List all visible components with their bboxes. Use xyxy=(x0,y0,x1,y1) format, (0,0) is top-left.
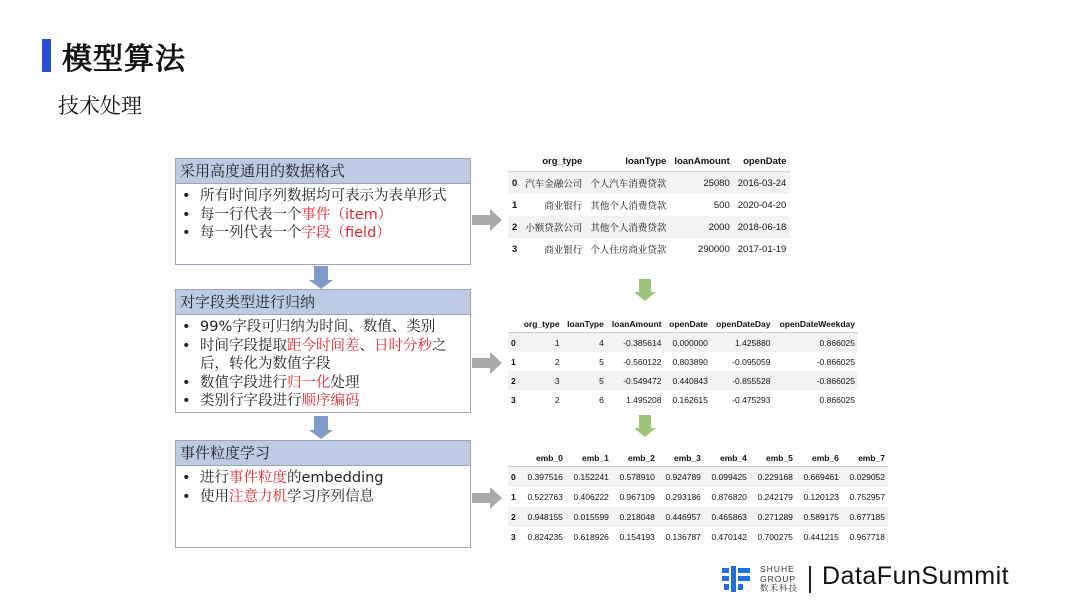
table-cell: 6 xyxy=(599,394,604,405)
table-row xyxy=(508,194,790,216)
step-heading: 事件粒度学习 xyxy=(176,441,470,466)
table-cell: 0.218048 xyxy=(612,507,658,527)
table-cell: 0.406222 xyxy=(573,492,609,502)
table-row xyxy=(508,390,858,409)
highlight-text: 字段（field） xyxy=(301,225,391,241)
table-cell: 汽车金融公司 xyxy=(521,172,586,195)
shuhe-logo-text: SHUHE GROUP 数禾科技 xyxy=(760,564,799,593)
bullet-text: 时间字段提取 xyxy=(200,337,287,354)
table-cell: 0.440843 xyxy=(665,371,711,390)
highlight-text: 日时分秒 xyxy=(374,337,432,354)
table-cell: 2020-04-20 xyxy=(737,199,787,211)
down-arrow-icon xyxy=(314,266,328,280)
row-index: 1 xyxy=(511,492,516,502)
table-row xyxy=(508,216,790,238)
table-cell: 商业银行 xyxy=(544,245,583,256)
row-index: 2 xyxy=(508,507,520,527)
step-heading: 对字段类型进行归纳 xyxy=(176,290,470,315)
table-cell: 小额贷款公司 xyxy=(521,216,586,238)
table-row xyxy=(508,172,790,195)
row-index: 0 xyxy=(508,172,521,195)
step-box-field-types xyxy=(175,289,471,413)
table-cell: 0.578910 xyxy=(612,467,658,488)
title-accent-bar xyxy=(42,39,51,72)
table-cell: 1.495208 xyxy=(626,394,662,405)
column-header: emb_6 xyxy=(796,450,842,467)
bullet-text: 每一行代表一个 xyxy=(200,206,302,223)
column-header: loanAmount xyxy=(607,315,665,333)
table-cell: 0.000000 xyxy=(665,333,711,353)
table-cell: 0.924789 xyxy=(658,467,704,488)
column-header: org_type xyxy=(519,315,562,333)
table-cell: 5 xyxy=(599,356,604,367)
bullet-item xyxy=(182,187,464,206)
bullet-item xyxy=(182,374,464,393)
bullet-item xyxy=(182,337,464,374)
column-header: emb_7 xyxy=(842,450,888,467)
table-cell: 500 xyxy=(713,199,730,211)
column-header: emb_4 xyxy=(704,450,750,467)
row-index: 3 xyxy=(511,532,516,542)
step-box-event-learning xyxy=(175,440,471,548)
table-cell: 其他个人消费贷款 xyxy=(586,216,670,238)
table-cell: 0.441215 xyxy=(803,532,839,542)
column-header: emb_2 xyxy=(612,450,658,467)
table-cell: 0.866025 xyxy=(773,333,858,353)
table-cell: -0.549472 xyxy=(607,371,665,390)
table-cell: 0.465863 xyxy=(704,507,750,527)
step-bullets xyxy=(176,315,470,415)
table-cell: 0.948155 xyxy=(520,507,566,527)
column-header: emb_1 xyxy=(566,450,612,467)
right-arrow-icon xyxy=(472,358,490,368)
row-index: 0 xyxy=(508,467,520,488)
table-cell: 0.154193 xyxy=(619,532,655,542)
table-cell: 0.967109 xyxy=(619,492,655,502)
row-index: 3 xyxy=(512,243,518,255)
table-cell: 1.425880 xyxy=(711,333,774,353)
table-cell: 0.618926 xyxy=(573,532,609,542)
bullet-text: 所有时间序列数据均可表示为表单形式 xyxy=(200,188,447,204)
highlight-text: 事件粒度 xyxy=(229,470,287,486)
table-cell: 商业银行 xyxy=(544,201,583,212)
bullet-text: 使用 xyxy=(200,488,229,505)
table-cell: 0.015599 xyxy=(566,507,612,527)
table-cell: 2018-06-18 xyxy=(734,216,791,238)
table-cell: 0.522763 xyxy=(527,492,563,502)
column-header: loanType xyxy=(586,152,670,172)
column-header: loanAmount xyxy=(670,152,733,172)
encoded-fields-table xyxy=(508,315,858,409)
table-cell: 5 xyxy=(563,371,607,390)
column-header: loanType xyxy=(563,315,607,333)
table-cell: 其他个人消费贷款 xyxy=(590,201,667,212)
table-cell: -0.855528 xyxy=(711,371,774,390)
table-row xyxy=(508,467,888,488)
embedding-table xyxy=(508,450,888,547)
bullet-item xyxy=(182,318,464,337)
table-cell: 0.803890 xyxy=(672,356,708,367)
row-index: 2 xyxy=(508,371,519,390)
bullet-text: 、 xyxy=(359,337,374,354)
step-bullets xyxy=(176,466,470,510)
table-cell: 0.824235 xyxy=(527,532,563,542)
column-header xyxy=(508,152,521,172)
step-heading: 采用高度通用的数据格式 xyxy=(176,159,470,184)
table-cell: 0.866025 xyxy=(819,394,855,405)
row-index: 2 xyxy=(508,216,521,238)
table-cell: 个人汽车消费贷款 xyxy=(586,172,670,195)
column-header xyxy=(508,315,519,333)
column-header: emb_5 xyxy=(750,450,796,467)
bullet-text: 进行 xyxy=(200,470,229,486)
table-cell: 0.136787 xyxy=(665,532,701,542)
table-cell: 个人住房商业贷款 xyxy=(590,245,667,256)
table-header-row xyxy=(508,152,790,172)
table-cell: 0.293186 xyxy=(665,492,701,502)
column-header: openDateWeekday xyxy=(773,315,858,333)
table-cell: -0.866025 xyxy=(816,356,855,367)
table-cell: 0.229168 xyxy=(750,467,796,488)
column-header xyxy=(508,450,520,467)
table-cell: -0.475293 xyxy=(732,394,771,405)
highlight-text: 归一化 xyxy=(287,374,331,391)
bullet-item xyxy=(182,224,464,243)
down-arrow-icon xyxy=(639,279,651,292)
table-row xyxy=(508,487,888,507)
step-bullets xyxy=(176,184,470,247)
bullet-text: 数值字段进行 xyxy=(200,374,287,391)
logo-divider xyxy=(809,566,811,593)
bullet-text: 学习序列信息 xyxy=(287,488,374,505)
bullet-text: 类别行字段进行 xyxy=(200,393,302,409)
bullet-item xyxy=(182,206,464,225)
bullet-text: 每一列代表一个 xyxy=(200,225,302,241)
column-header: openDateDay xyxy=(711,315,774,333)
raw-data-table xyxy=(508,152,790,260)
shuhe-logo-icon xyxy=(722,566,752,592)
table-cell: 2000 xyxy=(670,216,733,238)
highlight-text: 事件（item） xyxy=(301,206,393,223)
table-row xyxy=(508,527,888,547)
bullet-text: 处理 xyxy=(330,374,360,391)
bullet-text: 的embedding xyxy=(287,470,384,486)
table-cell: -0.866025 xyxy=(773,371,858,390)
bullet-item xyxy=(182,488,464,507)
table-header-row xyxy=(508,450,888,467)
table-cell: 1 xyxy=(519,333,562,353)
row-index: 1 xyxy=(512,199,518,211)
table-cell: 290000 xyxy=(698,243,730,255)
bullet-item xyxy=(182,392,464,411)
table-cell: 3 xyxy=(519,371,562,390)
highlight-text: 注意力机 xyxy=(229,488,287,505)
table-cell: 2017-01-19 xyxy=(737,243,787,255)
table-cell: 4 xyxy=(563,333,607,353)
table-row xyxy=(508,352,858,371)
table-cell: 0.967718 xyxy=(849,532,885,542)
table-cell: 2016-03-24 xyxy=(734,172,791,195)
brand-name: DataFunSummit xyxy=(822,562,1010,590)
page-subtitle: 技术处理 xyxy=(58,94,142,118)
table-cell: 0.876820 xyxy=(711,492,747,502)
highlight-text: 顺序编码 xyxy=(301,393,360,409)
column-header: openDate xyxy=(734,152,791,172)
row-index: 0 xyxy=(508,333,519,353)
table-row xyxy=(508,238,790,260)
table-cell: -0.385614 xyxy=(607,333,665,353)
right-arrow-icon xyxy=(472,215,490,225)
table-cell: 0.669461 xyxy=(796,467,842,488)
table-row xyxy=(508,371,858,390)
table-cell: 0.120123 xyxy=(803,492,839,502)
page-title: 模型算法 xyxy=(62,42,186,77)
row-index: 3 xyxy=(511,394,516,405)
table-cell: 0.677185 xyxy=(842,507,888,527)
table-cell: 0.470142 xyxy=(711,532,747,542)
step-box-data-format xyxy=(175,158,471,265)
row-index: 1 xyxy=(511,356,516,367)
table-row xyxy=(508,333,858,353)
highlight-text: 距今时间差 xyxy=(287,337,360,354)
bullet-text: 99%字段可归纳为时间、数值、类别 xyxy=(200,319,436,335)
column-header: org_type xyxy=(521,152,586,172)
table-cell: 0.029052 xyxy=(842,467,888,488)
table-cell: -0.095059 xyxy=(732,356,771,367)
table-cell: 0.152241 xyxy=(566,467,612,488)
down-arrow-icon xyxy=(314,416,328,430)
table-cell: 0.271289 xyxy=(750,507,796,527)
column-header: emb_3 xyxy=(658,450,704,467)
right-arrow-icon xyxy=(472,493,490,503)
bullet-item xyxy=(182,469,464,488)
table-cell: -0.560122 xyxy=(623,356,662,367)
table-cell: 2 xyxy=(554,356,560,367)
table-cell: 0.752957 xyxy=(849,492,885,502)
table-cell: 0.162615 xyxy=(672,394,708,405)
column-header: openDate xyxy=(665,315,711,333)
bullet-text: 之后，转化为数值字段 xyxy=(200,337,447,372)
table-cell: 0.700275 xyxy=(757,532,793,542)
table-row xyxy=(508,507,888,527)
table-header-row xyxy=(508,315,858,333)
table-cell: 25080 xyxy=(670,172,733,195)
table-cell: 2 xyxy=(554,394,560,405)
table-cell: 0.242179 xyxy=(757,492,793,502)
table-cell: 0.099425 xyxy=(704,467,750,488)
down-arrow-icon xyxy=(639,415,651,428)
table-cell: 0.589175 xyxy=(796,507,842,527)
table-cell: 0.397516 xyxy=(520,467,566,488)
table-cell: 0.446957 xyxy=(658,507,704,527)
column-header: emb_0 xyxy=(520,450,566,467)
